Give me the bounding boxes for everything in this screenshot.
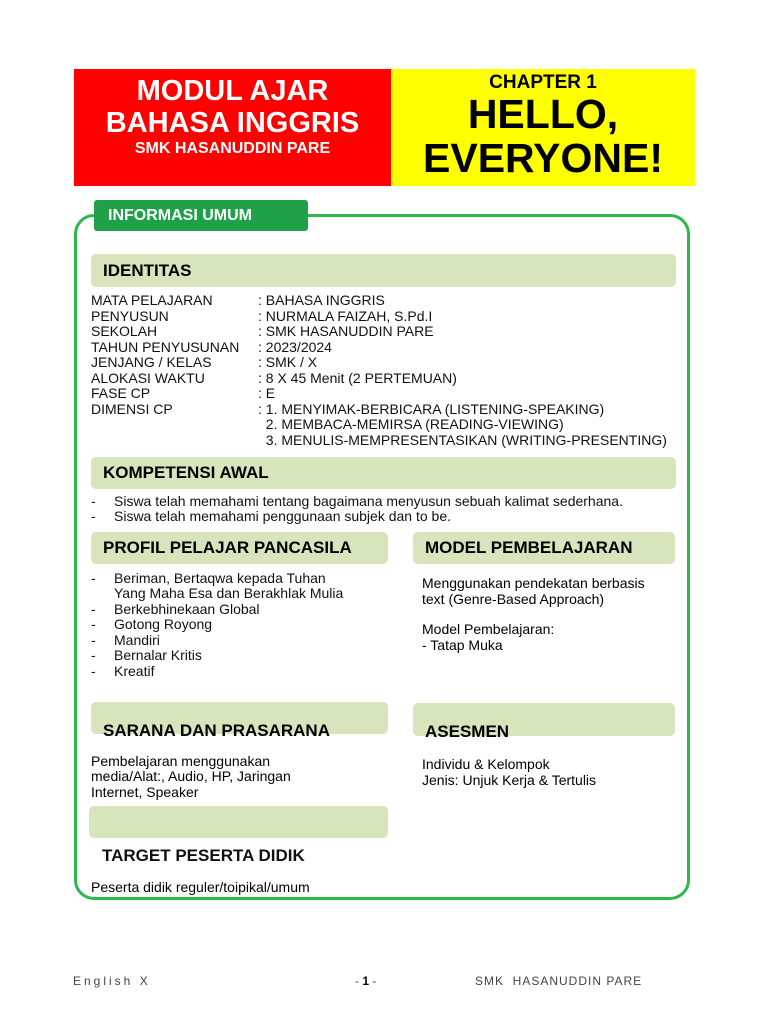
footer-subject: English X [73,974,151,988]
model-text-line4: - Tatap Muka [422,637,503,653]
identitas-value: 2. MEMBACA-MEMIRSA (READING-VIEWING) [258,416,564,432]
identitas-value: : NURMALA FAIZAH, S.Pd.I [258,307,433,324]
sarana-heading: SARANA DAN PRASARANA [91,702,388,734]
identitas-value: : 2023/2024 [258,338,332,355]
asesmen-text-line2: Jenis: Unjuk Kerja & Tertulis [422,772,597,788]
target-heading: TARGET PESERTA DIDIK [102,846,305,865]
chapter-title-line2: EVERYONE! [423,135,663,181]
module-title-line2: BAHASA INGGRIS [105,107,360,139]
kompetensi-heading: KOMPETENSI AWAL [91,457,676,489]
sarana-text-line1: Pembelajaran menggunakan [91,753,271,769]
footer-school: SMK HASANUDDIN PARE [475,974,643,988]
identitas-value: : 8 X 45 Menit (2 PERTEMUAN) [258,369,457,386]
model-text-line1: Menggunakan pendekatan berbasis [422,575,645,591]
chapter-title-line1: HELLO, [467,91,619,137]
model-heading: MODEL PEMBELAJARAN [413,532,675,564]
page-number: 1 [362,974,370,988]
asesmen-heading: ASESMEN [413,703,675,736]
identitas-value: : SMK / X [258,354,318,370]
target-text: Peserta didik reguler/toipikal/umum [91,879,310,895]
sarana-text-line2: media/Alat:, Audio, HP, Jaringan [91,768,291,784]
footer-page: - 1 - [355,974,377,988]
title-banner-right [391,69,695,186]
target-heading-bar [89,806,388,838]
identitas-heading: IDENTITAS [91,254,676,287]
identitas-label: SEKOLAH [91,323,158,339]
identitas-label: JENJANG / KELAS [91,354,212,370]
identitas-value: 3. MENULIS-MEMPRESENTASIKAN (WRITING-PRESENTING) [258,431,667,448]
module-title-line1: MODUL AJAR [136,75,329,107]
asesmen-text-line1: Individu & Kelompok [422,756,550,772]
model-text-line3: Model Pembelajaran: [422,621,555,637]
identitas-label: FASE CP [91,385,151,401]
identitas-value: : E [258,385,276,401]
identitas-label: MATA PELAJARAN [91,292,213,308]
profil-heading: PROFIL PELAJAR PANCASILA [91,532,388,564]
title-banner-left [74,69,391,186]
identitas-label: ALOKASI WAKTU [91,369,205,386]
sarana-text-line3: Internet, Speaker [91,784,199,800]
identitas-label: PENYUSUN [91,307,169,324]
identitas-value: : 1. MENYIMAK-BERBICARA (LISTENING-SPEAKING) [258,400,605,417]
informasi-umum-tab: INFORMASI UMUM [94,200,308,231]
school-name: SMK HASANUDDIN PARE [134,140,331,157]
identitas-label: TAHUN PENYUSUNAN [91,338,240,355]
identitas-value: : BAHASA INGGRIS [258,292,385,308]
model-text-line2: text (Genre-Based Approach) [422,591,605,607]
identitas-label: DIMENSI CP [91,400,173,417]
chapter-label: CHAPTER 1 [489,72,597,93]
identitas-value: : SMK HASANUDDIN PARE [258,323,434,339]
